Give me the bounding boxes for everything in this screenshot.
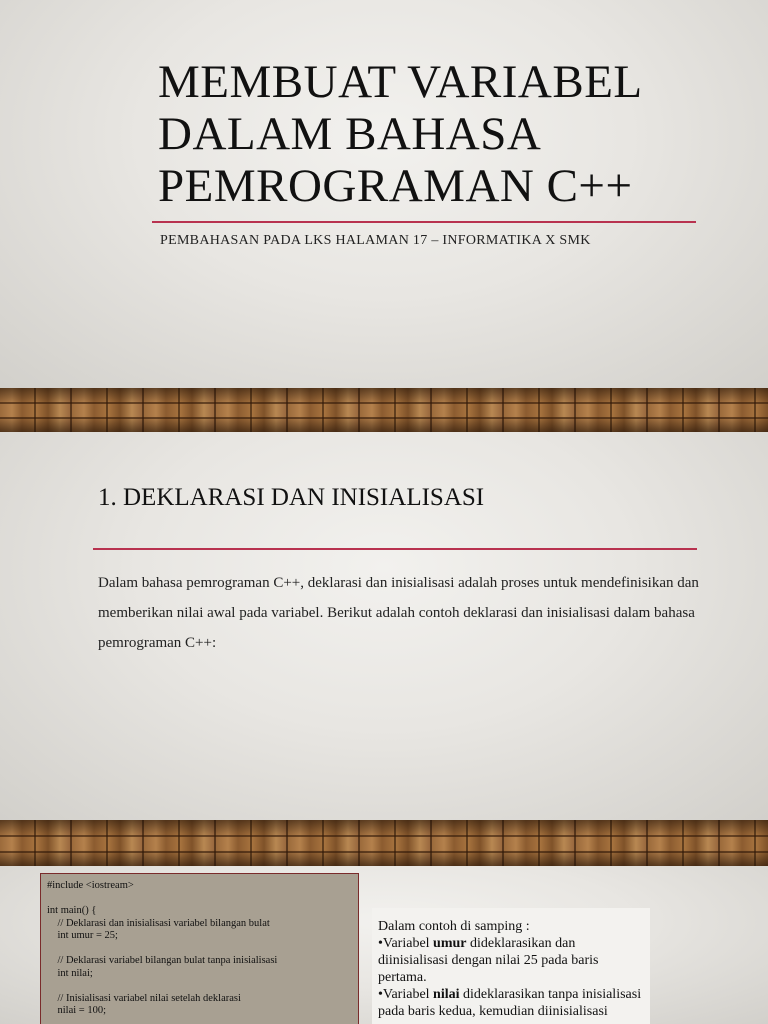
code-block xyxy=(40,873,359,1024)
bullet-text: dideklarasikan dan diinisialisasi dengan nilai 25 pada baris pertama. xyxy=(378,936,599,985)
bullet-prefix: •Variabel xyxy=(378,987,434,1002)
code-line xyxy=(47,893,352,906)
explanation-intro: Dalam contoh di samping : xyxy=(378,919,530,934)
slide-title xyxy=(0,0,768,388)
title-divider xyxy=(152,221,696,223)
body-paragraph: Dalam bahasa pemrograman C++, deklarasi dan inisialisasi adalah proses untuk mendefinisikan dan memberikan nilai awal pada variabel. Berikut adalah contoh deklarasi dan inisialisasi dalam bahasa pemrograman C++: xyxy=(98,575,699,651)
code-line: int nilai; xyxy=(47,967,93,979)
bullet-text: dideklarasikan tanpa inisialisasi pada baris kedua, kemudian diinisialisasi xyxy=(378,987,642,1019)
code-line xyxy=(47,980,352,993)
title-line-2: DALAM BAHASA xyxy=(158,108,542,160)
slide-example xyxy=(0,866,768,1024)
explanation-box xyxy=(372,908,650,1024)
wood-floor-divider xyxy=(0,820,768,866)
slide-declaration xyxy=(0,432,768,820)
title-line-1: MEMBUAT VARIABEL xyxy=(158,56,643,108)
bullet-keyword: nilai xyxy=(433,987,460,1002)
section-heading: 1. DEKLARASI DAN INISIALISASI xyxy=(98,484,485,511)
explanation-bullet-1 xyxy=(378,935,644,986)
bullet-prefix: •Variabel xyxy=(378,936,434,951)
code-line: int main() { xyxy=(47,905,97,916)
explanation-bullet-2 xyxy=(378,986,644,1020)
slide-title-heading xyxy=(158,56,718,212)
title-line-3: PEMROGRAMAN C++ xyxy=(158,160,633,212)
code-line: nilai = 100; xyxy=(47,1005,107,1016)
code-line: int umur = 25; xyxy=(47,930,118,941)
wood-floor-divider xyxy=(0,388,768,432)
bullet-keyword: umur xyxy=(433,936,467,951)
code-line: // Deklarasi dan inisialisasi variabel bilangan bulat xyxy=(47,917,270,929)
code-line: #include <iostream> xyxy=(47,880,134,891)
code-line: // Inisialisasi variabel nilai setelah deklarasi xyxy=(47,992,241,1004)
code-line: // Deklarasi variabel bilangan bulat tanpa inisialisasi xyxy=(47,955,278,966)
slide-subtitle: PEMBAHASAN PADA LKS HALAMAN 17 – INFORMATIKA X SMK xyxy=(160,233,591,248)
code-line xyxy=(47,943,352,956)
heading-divider xyxy=(93,548,697,550)
